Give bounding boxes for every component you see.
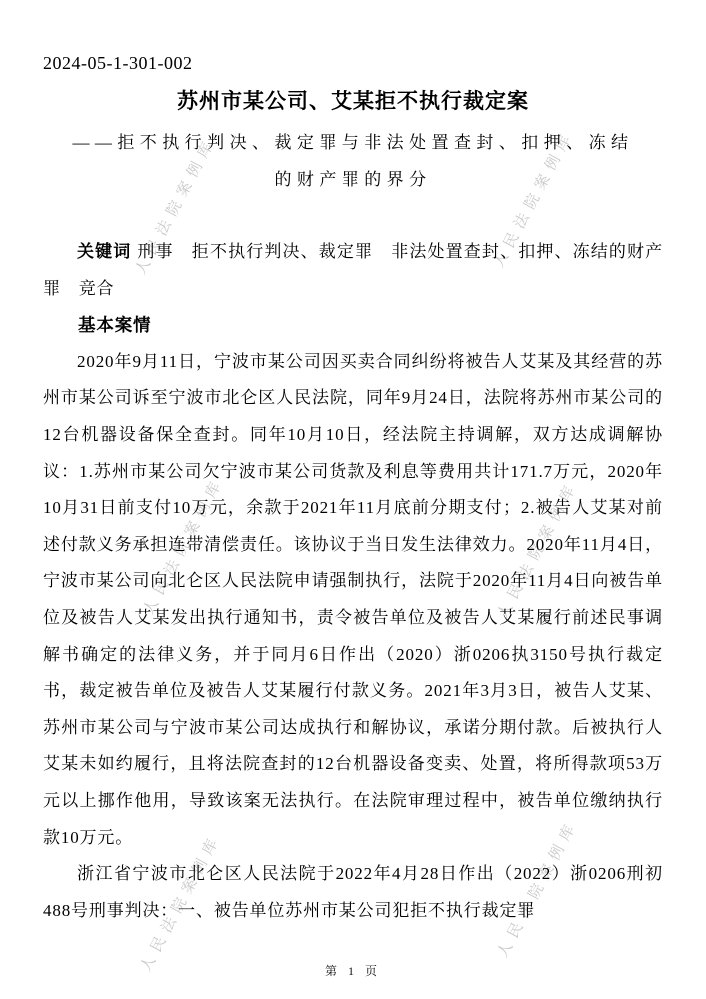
keywords-line [43,234,663,307]
watermark-text: 人民法院案例库 [139,473,228,618]
watermark-text: 人民法院案例库 [489,126,578,271]
keywords-list: 刑事 拒不执行判决、裁定罪 非法处置查封、扣押、冻结的财产罪 竞合 [43,242,663,298]
body-paragraph: 2020年9月11日，宁波市某公司因买卖合同纠纷将被告人艾某及其经营的苏州市某公司诉至宁波市北仑区人民法院，同年9月24日，法院将苏州市某公司的12台机器设备保全查封。同年10月10日，经法院主持调解，双方达成调解协议：1.苏州市某公司欠宁波市某公司货款及利息等费用共计171.7万元，2020年10月31日前支付10万元，余款于2021年11月底前分期支付；2.被告人艾某对前述付款义务承担连带清偿责任。该协议于当日发生法律效力。2020年11月4日，宁波市某公司向北仑区人民法院申请强制执行，法院于2020年11月4日向被告单位及被告人艾某发出执行通知书，责令被告单位及被告人艾某履行前述民事调解书确定的法律义务，并于同月6日作出（2020）浙0206执3150号执行裁定书，裁定被告单位及被告人艾某履行付款义务。2021年3月3日，被告人艾某、苏州市某公司与宁波市某公司达成执行和解协议，承诺分期付款。后被执行人艾某未如约履行，且将法院查封的12台机器设备变卖、处置，将所得款项53万元以上挪作他用，导致该案无法执行。在法院审理过程中，被告单位缴纳执行款10万元。 [43,351,663,847]
watermark-text: 人民法院案例库 [493,816,582,961]
page-title: 苏州市某公司、艾某拒不执行裁定案 [177,90,529,113]
page-subtitle: ——拒不执行判决、裁定罪与非法处置查封、扣押、冻结的财产罪的界分 [72,133,634,189]
keywords-label: 关键词 [77,242,132,261]
body-paragraph: 浙江省宁波市北仑区人民法院于2022年4月28日作出（2022）浙0206刑初488号刑事判决：一、被告单位苏州市某公司犯拒不执行裁定罪 [43,864,663,920]
section-heading-basic-facts: 基本案情 [78,315,152,336]
watermark-text: 人民法院案例库 [136,830,225,975]
case-number: 2024-05-1-301-002 [43,53,193,73]
document-body [43,234,663,929]
watermark-text: 人民法院案例库 [493,477,582,622]
page-number: 第 1 页 [324,964,381,978]
watermark-text: 人民法院案例库 [131,133,220,278]
